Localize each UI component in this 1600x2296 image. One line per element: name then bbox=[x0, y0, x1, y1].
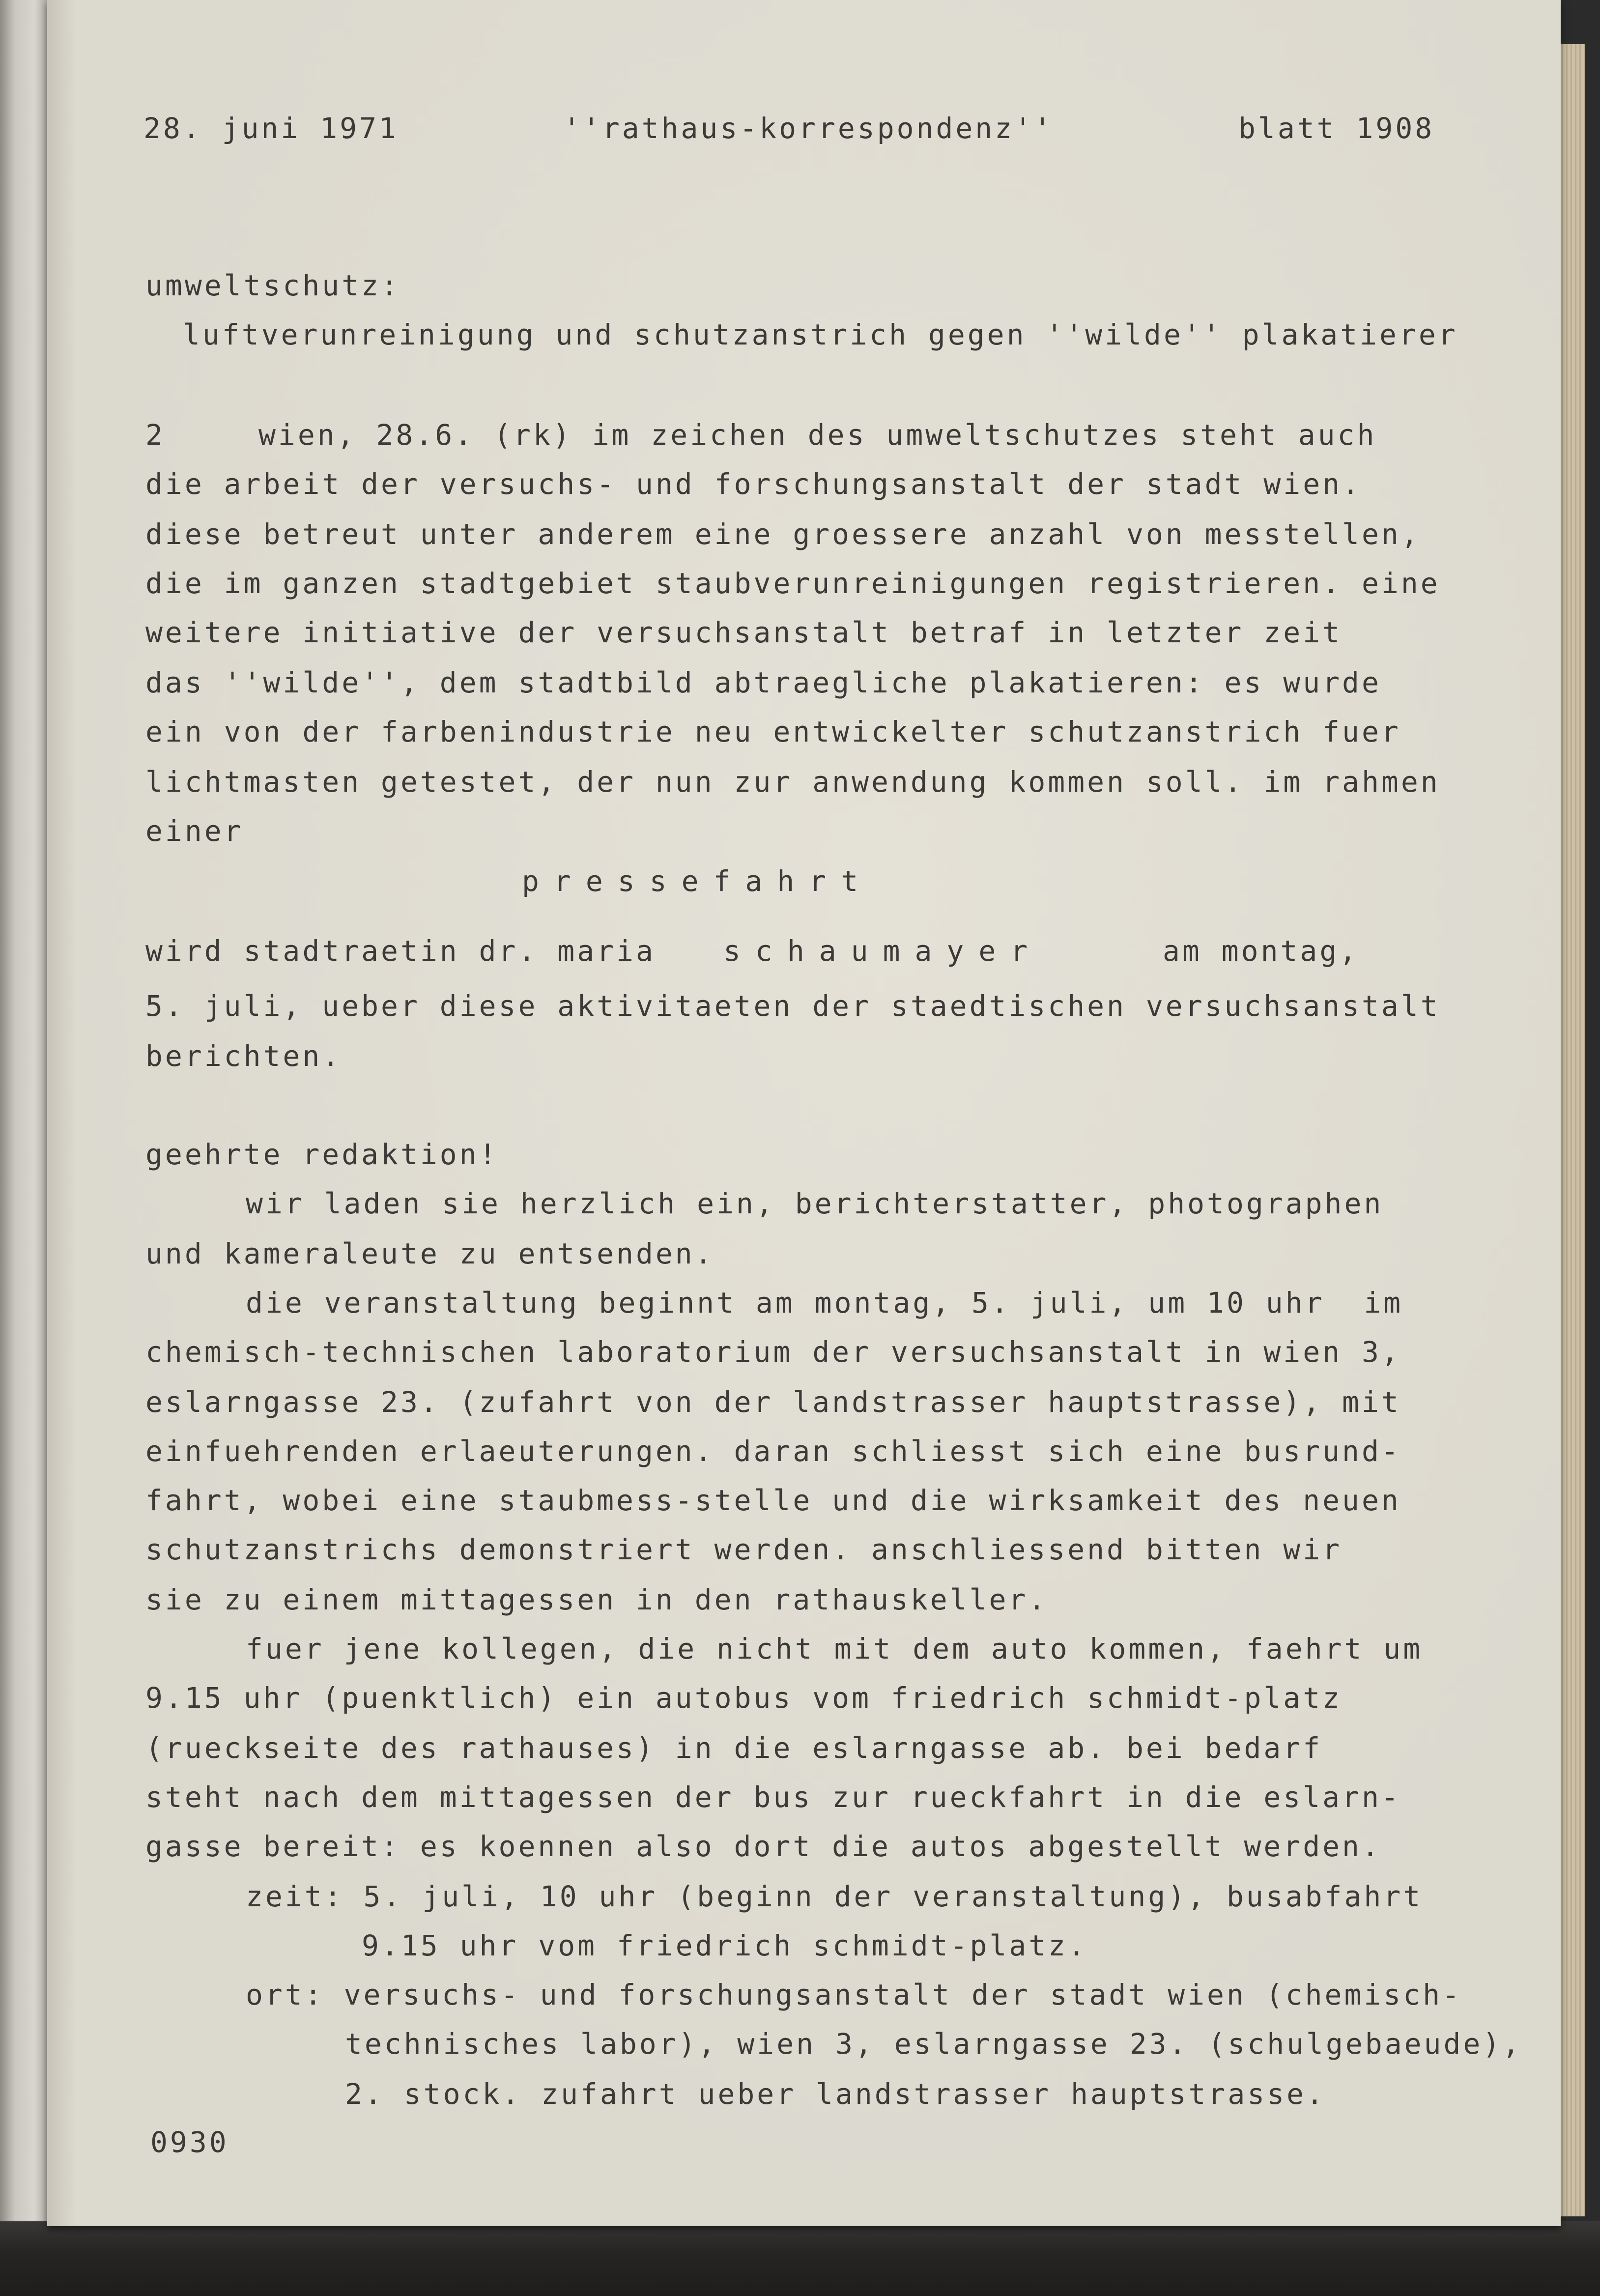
body-line: wien, 28.6. (rk) im zeichen des umweltschutzes steht auch bbox=[258, 418, 1377, 452]
item-number: 2 bbox=[145, 418, 165, 452]
location-line: 2. stock. zufahrt ueber landstrasser hauptstrasse. bbox=[345, 2077, 1326, 2111]
salutation: geehrte redaktion! bbox=[145, 1138, 499, 1171]
body-line: das ''wilde'', dem stadtbild abtraegliche plakatieren: es wurde bbox=[145, 666, 1381, 699]
body-line: diese betreut unter anderem eine groessere anzahl von messtellen, bbox=[145, 517, 1421, 551]
body-line: einfuehrenden erlaeuterungen. daran schliesst sich eine busrund- bbox=[145, 1435, 1401, 1468]
topic-label: umweltschutz: bbox=[145, 269, 400, 302]
body-line: die arbeit der versuchs- und forschungsanstalt der stadt wien. bbox=[145, 467, 1362, 501]
body-line: steht nach dem mittagessen der bus zur rueckfahrt in die eslarn- bbox=[145, 1780, 1401, 1814]
header-date: 28. juni 1971 bbox=[143, 112, 399, 145]
body-line: schutzanstrichs demonstriert werden. anschliessend bitten wir bbox=[145, 1533, 1343, 1566]
body-line: gasse bereit: es koennen also dort die autos abgestellt werden. bbox=[145, 1830, 1381, 1863]
body-line: weitere initiative der versuchsanstalt betraf in letzter zeit bbox=[145, 616, 1343, 649]
location-line: ort: versuchs- und forschungsanstalt der stadt wien (chemisch- bbox=[246, 1978, 1462, 2011]
body-line: berichten. bbox=[145, 1039, 342, 1073]
page-text bbox=[47, 0, 1561, 2226]
time-line: 9.15 uhr vom friedrich schmidt-platz. bbox=[362, 1929, 1088, 1962]
location-line: technisches labor), wien 3, eslarngasse 23. (schulgebaeude), bbox=[345, 2027, 1522, 2061]
spaced-word-pressefahrt: pressefahrt bbox=[522, 864, 873, 898]
body-line: chemisch-technischen laboratorium der versuchsanstalt in wien 3, bbox=[145, 1335, 1401, 1369]
header-sheet-number: blatt 1908 bbox=[1238, 112, 1435, 145]
body-line: eslarngasse 23. (zufahrt von der landstrasser hauptstrasse), mit bbox=[145, 1385, 1401, 1419]
typewritten-page bbox=[47, 0, 1561, 2226]
body-line: am montag, bbox=[1163, 934, 1359, 968]
spaced-name-schaumayer: schaumayer bbox=[723, 934, 1043, 968]
body-line: 5. juli, ueber diese aktivitaeten der staedtischen versuchsanstalt bbox=[145, 989, 1440, 1023]
body-line: 9.15 uhr (puenktlich) ein autobus vom friedrich schmidt-platz bbox=[145, 1681, 1343, 1715]
body-line: ein von der farbenindustrie neu entwickelter schutzanstrich fuer bbox=[145, 715, 1401, 748]
body-line: die im ganzen stadtgebiet staubverunreinigungen registrieren. eine bbox=[145, 567, 1440, 600]
time-line: zeit: 5. juli, 10 uhr (beginn der veranstaltung), busabfahrt bbox=[246, 1880, 1423, 1913]
headline: luftverunreinigung und schutzanstrich gegen ''wilde'' plakatierer bbox=[183, 318, 1458, 351]
footer-code: 0930 bbox=[150, 2125, 229, 2159]
body-line: wird stadtraetin dr. maria bbox=[145, 934, 656, 968]
body-line: fahrt, wobei eine staubmess-stelle und die wirksamkeit des neuen bbox=[145, 1484, 1401, 1517]
body-line: lichtmasten getestet, der nun zur anwendung kommen soll. im rahmen bbox=[145, 765, 1440, 799]
body-line: sie zu einem mittagessen in den rathauskeller. bbox=[145, 1583, 1048, 1616]
body-line: wir laden sie herzlich ein, berichterstatter, photographen bbox=[246, 1187, 1384, 1220]
body-line: und kameraleute zu entsenden. bbox=[145, 1237, 714, 1270]
body-line: einer bbox=[145, 814, 244, 848]
body-line: (rueckseite des rathauses) in die eslarngasse ab. bei bedarf bbox=[145, 1731, 1323, 1765]
book-binding-shadow bbox=[0, 2221, 1600, 2296]
body-line: fuer jene kollegen, die nicht mit dem auto kommen, faehrt um bbox=[246, 1632, 1423, 1665]
header-publication: ''rathaus-korrespondenz'' bbox=[563, 112, 1054, 145]
body-line: die veranstaltung beginnt am montag, 5. juli, um 10 uhr im bbox=[246, 1286, 1403, 1320]
